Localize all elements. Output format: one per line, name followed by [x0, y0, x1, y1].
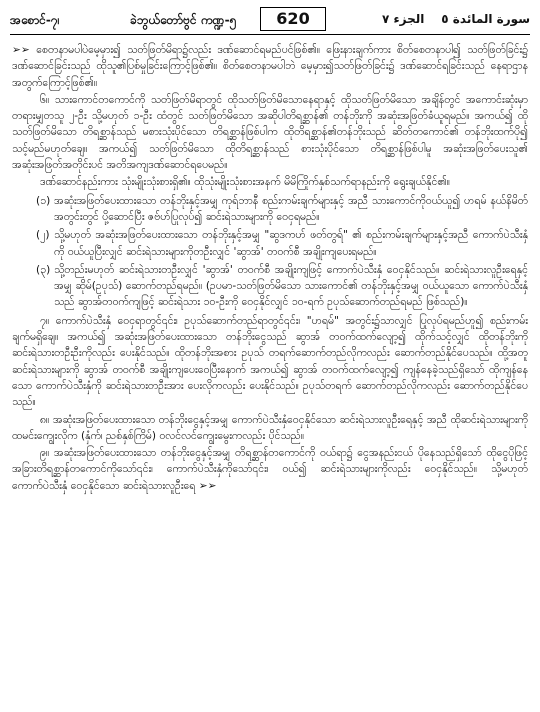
- juz-label: الجزء ٧: [382, 12, 425, 26]
- paragraph: ၉။ အဆုံးအဖြတ်ပေးထားသော တန်ဘိုးငွေနှင့်အမျှ တိရစ္ဆာန်တကောင်ကို ဝယ်ရာ၌ ငွေအနည်းငယ် ပိုနေသည်ရှိသော် ထိုငွေပိုဖြင့် အခြားတိရစ္ဆာန်တကောင်ကိုသော်၎င်း၊ ကောက်ပဲသီးနှံကိုသော်၎င်း၊ ဝယ်၍ ဆင်းရဲသားများကိုလည်း ဝေငှနိုင်သည်။ သို့မဟုတ် ကောက်ပဲသီးနှံ ဝေငှနိုင်သော ဆင်းရဲသားလူဦးရေ ➢➢: [12, 447, 528, 492]
- list-item: [12, 193, 528, 226]
- list-item-text: အဆုံးအဖြတ်ပေးထားသော တန်ဘိုးနှင့်အမျှ ကုရ်ဘာနီ စည်းကမ်းချက်များနှင့် အညီ သားကောင်ကိုဝယ်ယူ၍ ဟရမ် နယ်နိမိတ်အတွင်းတွင် ပို့ဆောင်ပြီး ဇဗ်ဟ်ပြုလုပ်၍ ဆင်းရဲသားများကို ဝေငှရမည်။: [54, 194, 528, 223]
- list-item: [12, 227, 528, 260]
- paragraph: ၈။ အဆုံးအဖြတ်ပေးထားသော တန်ဘိုးငွေနှင့်အမျှ ကောက်ပဲသီးနှံဝေငှနိုင်သော ဆင်းရဲသားလူဦးရေနှင့် အညီ ထိုဆင်းရဲသားများကို ထမင်းကျွေးလိုက (နှံက်၊ ညစ်နှစ်ကြိမ်) ဝလင်လင်ကျွေးမွေးကလည်း ပိုင်သည်။: [12, 413, 528, 442]
- volume-label: အစောင်-၇၊: [10, 13, 60, 27]
- paragraph: ၆။ သားကောင်တကောင်ကို သတ်ဖြတ်မိရာတွင် ထိုသတ်ဖြတ်မိသောနေရာနှင့် ထိုသတ်ဖြတ်မိသော အချိန်တွင် အကောင်းဆုံးမှာ တရားမျှတသူ ၂-ဦး သို့မဟုတ် ၁-ဦး ထံတွင် သတ်ဖြတ်မိသော အဆိုပါတိရစ္ဆာန်၏ တန်ဘိုးကို အဆုံးအဖြတ်ခံယူရမည်။ အကယ်၍ ထိုသတ်ဖြတ်မိသော တိရစ္ဆာန်သည် မစားသုံးပိုင်သော တိရစ္ဆာန်ဖြစ်ပါက ထိုတိရစ္ဆာန်၏တန်ဘိုးသည် ဆိတ်တကောင်၏ တန်ဘိုးထက်ပို၍ သင့်မည်မဟုတ်ချေ။ အကယ်၍ သတ်ဖြတ်မိသော ထိုတိရစ္ဆာန်သည် စားသုံးပိုင်သော တိရစ္ဆာန်ဖြစ်ပါမူ အဆုံးအဖြတ်ပေးသူ၏ အဆုံးအဖြတ်အတိုင်းပင် အတိအကျဒဏ်ဆောင်ရပေမည်။: [12, 93, 528, 172]
- paragraph: ဒဏ်ဆောင်နည်းကား သုံးမျိုးသုံးစားရှိ၏။ ထိုသုံးမျိုးသုံးစားအနက် မိမိကြိုက်နှစ်သက်ရာနည်းကို ရွေးချယ်နိုင်၏။: [40, 176, 450, 189]
- list-item-text: သို့တည်းမဟုတ် ဆင်းရဲသားတဦးလျှင် 'ဆွာအ်' တဝက်စီ အချိုးကျဖြင့် ကောက်ပဲသီးနှံ ဝေငှနိုင်သည်။ ဆင်းရဲသားလူဦးရေနှင့်အမျှ ဆိုမ်(ဥပုသ်) ဆောက်တည်ရမည်။ (ဥပမာ-သတ်ဖြတ်မိသော သားကောင်၏ တန်ဘိုးနှင့်အမျှ ဝယ်ယူသော ကောက်ပဲသီးနှံသည် ဆွာအ်တဝက်ကျဖြင့် ဆင်းရဲသား ၁၀-ဦးကို ဝေငှနိုင်လျှင် ၁၀-ရက် ဥပုသ်ဆောက်တည်ရမည် ဖြစ်သည်)။: [54, 263, 528, 309]
- header-rule: [10, 34, 530, 35]
- section-label: ခဲဘွယ်တော်ဗွင် ကဏ္ဍ-၅: [130, 13, 237, 27]
- continuation-marker: ➢➢: [12, 44, 37, 56]
- list-item: [12, 262, 528, 311]
- page-body: [12, 42, 528, 495]
- page-number: 620: [260, 7, 326, 31]
- list-item-number: (၂): [36, 229, 50, 242]
- list-item-text: သို့မဟုတ် အဆုံးအဖြတ်ပေးထားသော တန်ဘိုးနှင့်အမျှ "ဆွဒကဟ် ဖတ်တွရ်" ၏ စည်းကမ်းချက်များနှင့်အညီ ကောက်ပဲသီးနှံကို ဝယ်ယူပြီးလျှင် ဆင်းရဲသားများကိုတဦးလျှင် 'ဆွာအ်' တဝက်စီ အချိုးကျပေးရမည်။: [54, 229, 528, 258]
- list-item-number: (၁): [36, 194, 51, 207]
- paragraph: ၇။ ကောက်ပဲသီးနှံ ဝေငှရာတွင်၎င်း၊ ဥပုသ်ဆောက်တည်ရာတွင်၎င်း၊ "ဟရမ်" အတွင်း၌သာလျှင် ပြုလုပ်ရမည်ဟူ၍ စည်းကမ်းချက်မရှိချေ။ အကယ်၍ အဆုံးအဖြတ်ပေးထားသော တန်ဘိုးငွေသည် ဆွာအ် တဝက်ထက်လျော့၍ ထိုက်သင့်လျှင် ထိုတန်ဘိုးကို ဆင်းရဲသားတဦးဦးကိုလည်း ပေးနိုင်သည်။ ထိုတန်ဘိုးအစား ဥပုသ် တရက်ဆောက်တည်လိုကလည်း ဆောက်တည်နိုင်ပေသည်။ ထို့အတူ ဆင်းရဲသားများကို ဆွာအ် တဝက်စီ အချိုးကျပေးဝေပြီးနောက် အကယ်၍ ဆွာအ် တဝက်ထက်လျော့၍ ကျန်နေခဲ့သည်ရှိသော် ထိုကျန်နေသော ကောက်ပဲသီးနှံကို ဆင်းရဲသားတဦးအား ပေးလိုကလည်း ပေးနိုင်သည်။ ဥပုသ်တရက် ဆောက်တည်လိုကလည်း ဆောက်တည်နိုင်ပေသည်။: [12, 314, 528, 409]
- page-header: [10, 6, 530, 32]
- surah-label: سورة المائدة ٥: [441, 12, 530, 26]
- paragraph: ➢➢ စေတနာမပါပဲမေ့မှား၍ သတ်ဖြတ်မိရာ၌လည်း ဒဏ်ဆောင်ရမည်ပင်ဖြစ်၏။ ဖြေးနားချက်ကား စိတ်စေတနာပါ၍ သတ်ဖြတ်ခြင်း၌ ဒဏ်ဆောင်ခြင်းသည် ထိုသူ၏ပြစ်မှုခြင်းကြောင့်ဖြစ်၏။ စိတ်စေတနာမပါဘဲ မေ့မှား၍သတ်ဖြတ်ခြင်း၌ ဒဏ်ဆောင်ရခြင်းသည် နေရာဌာနအတွက်ကြောင့်ဖြစ်၏။: [12, 44, 528, 89]
- list-item-number: (၃): [36, 263, 51, 276]
